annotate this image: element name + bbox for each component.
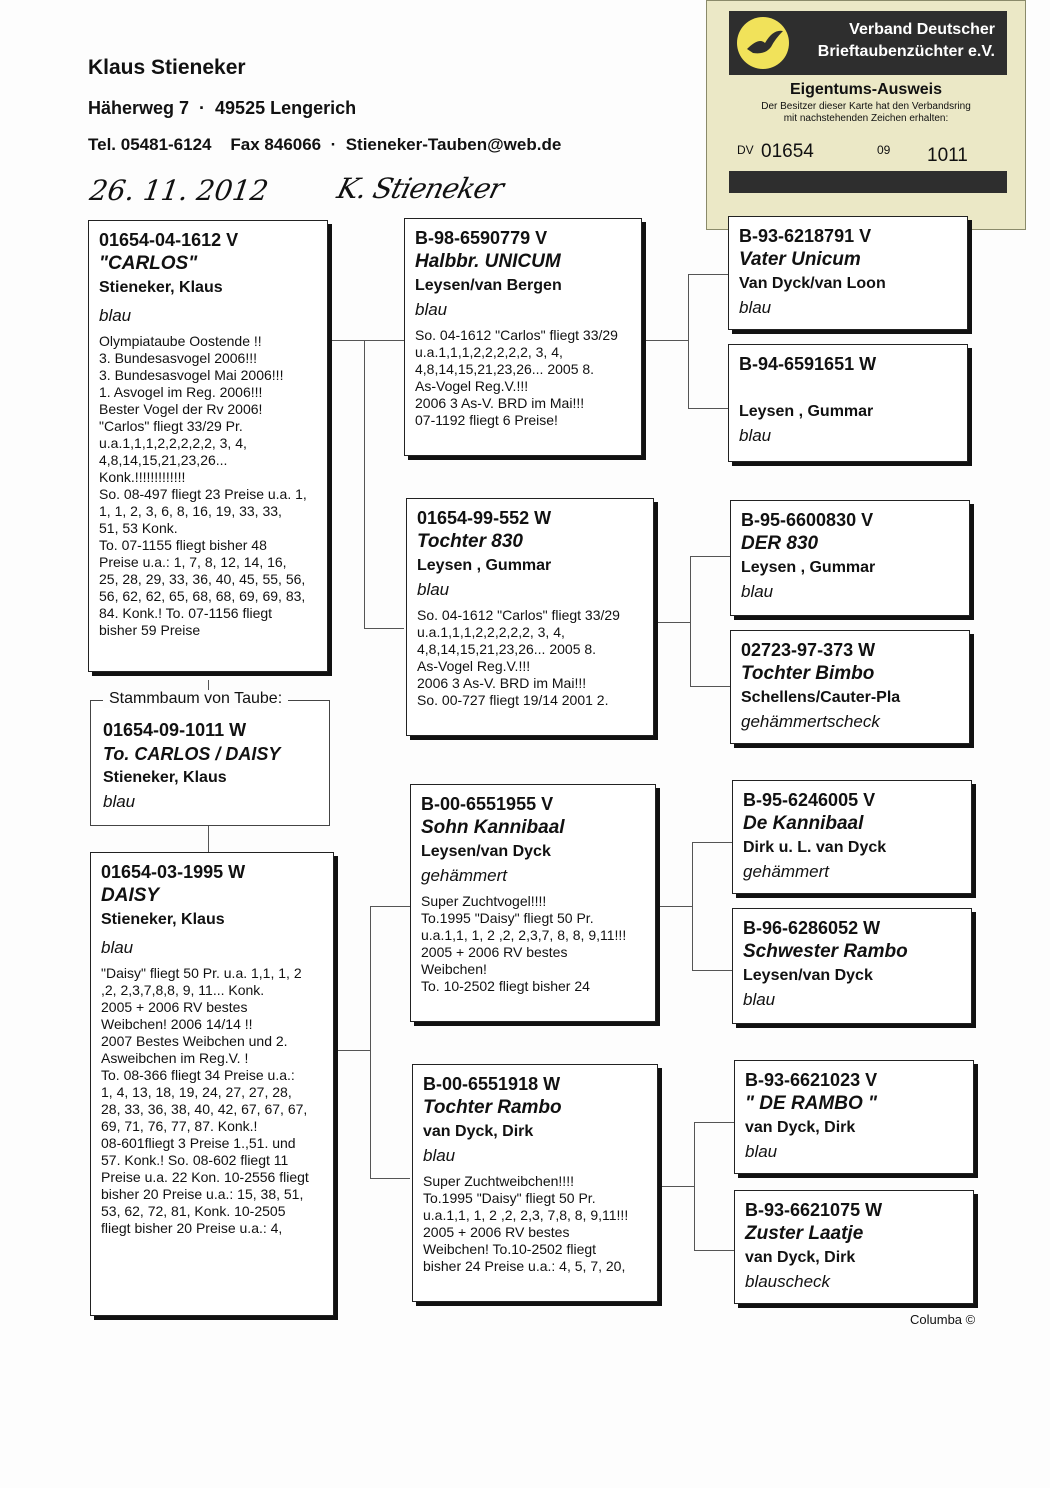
gen3-card <box>732 908 972 1024</box>
gen2-notes: Super Zuchtvogel!!!! To.1995 "Daisy" fliegt 50 Pr. u.a.1,1, 1, 2 ,2, 2,3,7, 8, 8, 9,11!!! 2005 + 2006 RV bestes Weibchen! To. 10-2502 fliegt bisher 24 <box>421 893 627 994</box>
gen2-name: Tochter 830 <box>417 531 523 552</box>
gen3-ring: B-95-6600830 V <box>741 510 874 530</box>
subject-ring: 01654-09-1011 W <box>103 720 247 740</box>
gen3-color: gehämmert <box>743 862 829 881</box>
breeder-address: Häherweg 7 · 49525 Lengerich <box>88 98 357 118</box>
gen3-name <box>739 375 957 401</box>
gen2-ring: B-00-6551918 W <box>423 1074 561 1094</box>
gen2-ring: 01654-99-552 W <box>417 508 552 528</box>
gen3-name: DER 830 <box>741 533 819 554</box>
gen3-card <box>728 344 968 462</box>
badge-number: 01654 <box>761 141 814 162</box>
subject-color: blau <box>103 792 136 811</box>
badge-pattern-band <box>729 171 1007 193</box>
gen2-notes: So. 04-1612 "Carlos" fliegt 33/29 u.a.1,1,1,2,2,2,2,2, 3, 4, 4,8,14,15,21,23,26... 2005 8. As-Vogel Reg.V.!!! 2006 3 As-V. BRD im Mai!!! So. 00-727 fliegt 19/14 2001 2. <box>417 607 620 708</box>
gen3-owner: Leysen , Gummar <box>741 559 876 576</box>
dam-notes: "Daisy" fliegt 50 Pr. u.a. 1,1, 1, 2 ,2, 2,3,7,8,8, 9, 11... Konk. 2005 + 2006 RV bestes Weibchen! 2006 14/14 !! 2007 Bestes Weibchen und 2. Asweibchen im Reg.V. ! To. 08-366 fliegt 34 Preise u.a.: 1, 4, 13, 18, 19, 24, 27, 27, 28, 28, 33, 36, 38, 40, 42, 67, 67, 67, 69, 71, 76, 77, 87. Konk.! 08-601fliegt 3 Preise 1.,51. und 57. Konk.! So. 08-602 fliegt 11 Preise u.a. 22 Kon. 10-2556 fliegt bisher 20 Preise u.a.: 15, 38, 51, 53, 62, 72, 81, Konk. 10-2505 fliegt bisher 20 Preise u.a.: 4, <box>101 965 309 1236</box>
gen3-owner: Leysen , Gummar <box>739 403 874 420</box>
gen3-owner: van Dyck, Dirk <box>745 1249 856 1266</box>
sire-name: "CARLOS" <box>99 253 198 274</box>
gen3-owner: Van Dyck/van Loon <box>739 275 886 292</box>
dam-owner: Stieneker, Klaus <box>101 911 225 928</box>
badge-fine-print-2: mit nachstehenden Zeichen erhalten: <box>783 113 949 124</box>
gen3-name: Schwester Rambo <box>743 941 908 962</box>
breeder-contact: Tel. 05481-6124 Fax 846066 · Stieneker-Tauben@web.de <box>88 135 562 154</box>
gen2-owner: Leysen/van Bergen <box>415 277 562 294</box>
subject-name: To. CARLOS / DAISY <box>103 744 281 764</box>
gen3-ring: B-95-6246005 V <box>743 790 876 810</box>
gen3-color: blau <box>739 298 772 317</box>
gen3-card <box>728 216 968 330</box>
gen2-card <box>410 784 656 1022</box>
badge-header <box>729 11 1007 75</box>
badge-ring-row <box>737 141 1007 167</box>
gen3-ring: B-93-6621023 V <box>745 1070 878 1090</box>
gen3-ring: B-94-6591651 W <box>739 354 877 374</box>
gen2-color: blau <box>417 580 450 599</box>
dam-ring: 01654-03-1995 W <box>101 862 246 882</box>
gen3-owner: Schellens/Cauter-Pla <box>741 689 901 706</box>
gen3-owner: Dirk u. L. van Dyck <box>743 839 887 856</box>
gen3-card <box>730 500 970 616</box>
gen3-ring: B-96-6286052 W <box>743 918 881 938</box>
sire-owner: Stieneker, Klaus <box>99 279 223 296</box>
badge-fine-print-1: Der Besitzer dieser Karte hat den Verbandsring <box>761 101 971 112</box>
footer-credit: Columba © <box>910 1312 976 1327</box>
gen3-card <box>734 1190 974 1304</box>
gen3-name: Vater Unicum <box>739 249 861 270</box>
gen3-name: Tochter Bimbo <box>741 663 875 684</box>
gen3-color: blau <box>745 1142 778 1161</box>
gen3-color: blau <box>741 582 774 601</box>
gen2-notes: So. 04-1612 "Carlos" fliegt 33/29 u.a.1,1,1,2,2,2,2,2, 3, 4, 4,8,14,15,21,23,26... 2005 8. As-Vogel Reg.V.!!! 2006 3 As-V. BRD im Mai!!! 07-1192 fliegt 6 Preise! <box>415 327 618 428</box>
gen3-color: gehämmertscheck <box>741 712 880 731</box>
gen3-ring: B-93-6218791 V <box>739 226 872 246</box>
badge-title-2: Brieftaubenzüchter e.V. <box>817 43 995 60</box>
subject-owner: Stieneker, Klaus <box>103 769 227 786</box>
gen2-owner: Leysen/van Dyck <box>421 843 551 860</box>
gen2-ring: B-00-6551955 V <box>421 794 554 814</box>
subject-card <box>90 690 330 826</box>
gen2-notes: Super Zuchtweibchen!!!! To.1995 "Daisy" fliegt 50 Pr. u.a.1,1, 1, 2 ,2, 2,3, 7,8, 8, 9,11!!! 2005 + 2006 RV bestes Weibchen! To.10-2502 fliegt bisher 24 Preise u.a.: 4, 5, 7, 20, <box>423 1173 629 1274</box>
dam-card <box>90 852 334 1316</box>
sire-notes: Olympiataube Oostende !! 3. Bundesasvogel 2006!!! 3. Bundesasvogel Mai 2006!!! 1. Asvogel im Reg. 2006!!! Bester Vogel der Rv 2006! "Carlos" fliegt 33/29 Pr. u.a.1,1,1,2,2,2,2,2, 3, 4, 4,8,14,15,21,23,26... Konk.!!!!!!!!!!!!! So. 08-497 fliegt 23 Preise u.a. 1, 1, 1, 2, 3, 6, 8, 16, 19, 33, 33, 51, 53 Konk. To. 07-1155 fliegt bisher 48 Preise u.a.: 1, 7, 8, 12, 14, 16, 25, 28, 29, 33, 36, 40, 45, 55, 56, 56, 62, 62, 65, 68, 68, 69, 69, 83, 84. Konk.! To. 07-1156 fliegt bisher 59 Preise <box>99 333 307 638</box>
dam-color: blau <box>101 938 134 957</box>
gen3-ring: B-93-6621075 W <box>745 1200 883 1220</box>
gen2-owner: van Dyck, Dirk <box>423 1123 534 1140</box>
breeder-name: Klaus Stieneker <box>88 56 246 79</box>
dam-name: DAISY <box>101 885 160 906</box>
gen3-card <box>730 630 970 744</box>
badge-ring: 1011 <box>927 145 968 166</box>
gen2-owner: Leysen , Gummar <box>417 557 552 574</box>
gen3-card <box>732 780 972 894</box>
gen2-color: blau <box>415 300 448 319</box>
gen3-card <box>734 1060 974 1174</box>
gen3-ring: 02723-97-373 W <box>741 640 876 660</box>
gen3-name: " DE RAMBO " <box>745 1093 878 1114</box>
signature-date: 26. 11. 2012 <box>87 174 271 207</box>
gen3-color: blauscheck <box>745 1272 831 1291</box>
gen3-color: blau <box>739 426 772 445</box>
dove-logo-icon <box>735 15 791 71</box>
gen3-owner: van Dyck, Dirk <box>745 1119 856 1136</box>
badge-subtitle: Eigentums-Ausweis <box>789 81 943 98</box>
gen3-color: blau <box>743 990 776 1009</box>
gen2-color: blau <box>423 1146 456 1165</box>
sire-card <box>88 220 328 672</box>
ownership-card <box>706 0 1026 230</box>
gen3-owner: Leysen/van Dyck <box>743 967 873 984</box>
badge-year: 09 <box>877 143 891 157</box>
gen2-ring: B-98-6590779 V <box>415 228 548 248</box>
gen2-color: gehämmert <box>421 866 507 885</box>
sire-color: blau <box>99 306 132 325</box>
signature: K. Stieneker <box>333 172 507 205</box>
gen2-name: Tochter Rambo <box>423 1097 562 1118</box>
subject-legend: Stammbaum von Taube: <box>103 690 288 708</box>
badge-title-1: Verband Deutscher <box>849 21 995 38</box>
gen2-name: Halbbr. UNICUM <box>415 251 561 272</box>
gen2-card <box>406 498 654 736</box>
gen2-card <box>404 218 642 456</box>
gen3-name: Zuster Laatje <box>745 1223 864 1244</box>
gen2-card <box>412 1064 658 1302</box>
gen2-name: Sohn Kannibaal <box>421 817 565 838</box>
gen3-name: De Kannibaal <box>743 813 864 834</box>
sire-ring: 01654-04-1612 V <box>99 230 239 250</box>
badge-prefix: DV <box>737 143 754 157</box>
